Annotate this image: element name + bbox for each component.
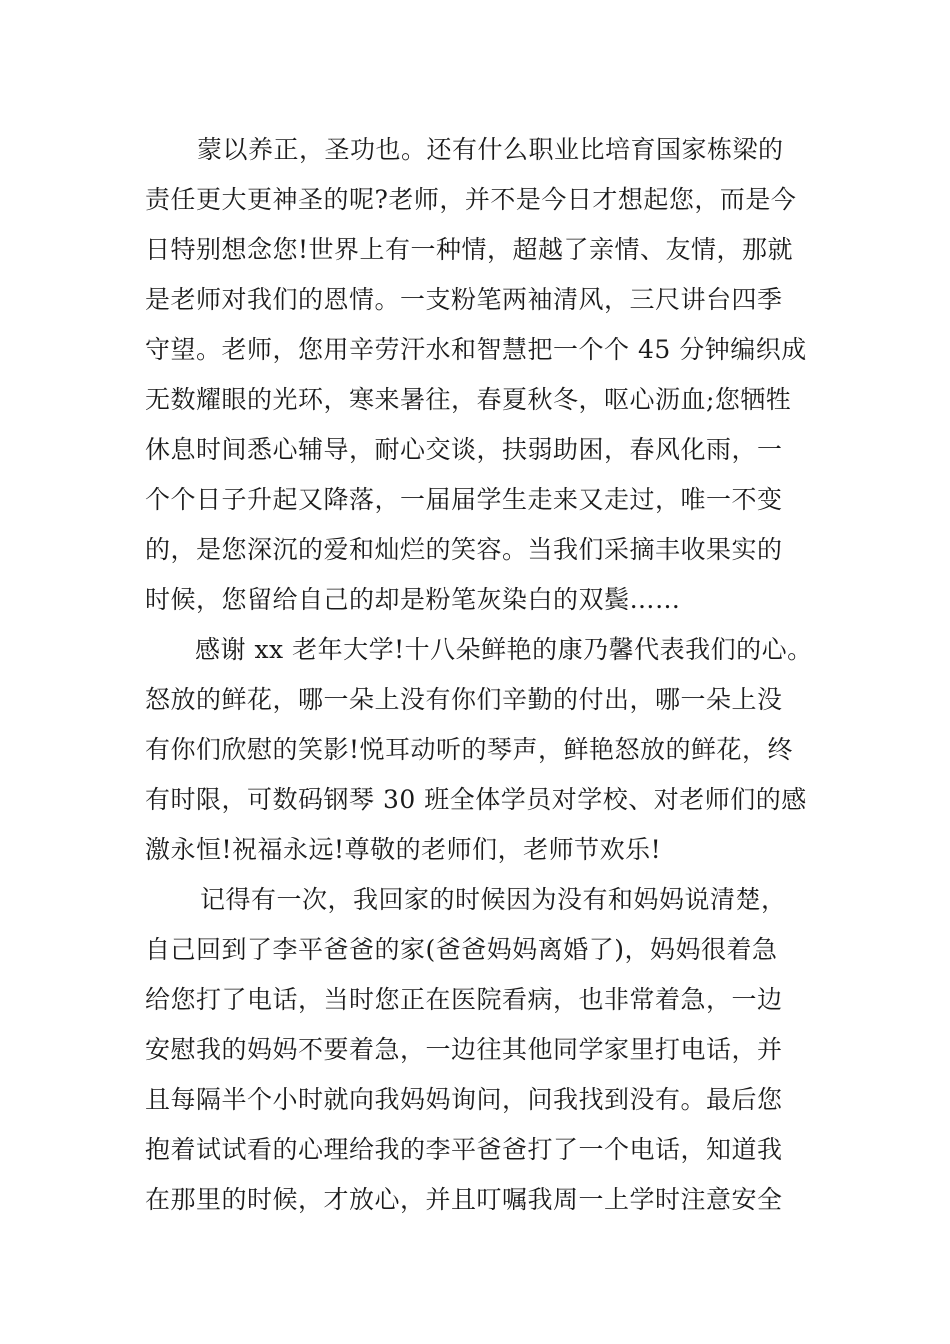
paragraph-2-line-5: 激永恒!祝福永远!尊敬的老师们，老师节欢乐! <box>145 835 662 864</box>
paragraph-1-line-6: 无数耀眼的光环，寒来暑往，春夏秋冬，呕心沥血;您牺牲 <box>145 385 792 414</box>
paragraph-3-line-7: 在那里的时候，才放心，并且叮嘱我周一上学时注意安全 <box>145 1185 783 1214</box>
paragraph-3-line-1: 记得有一次，我回家的时候因为没有和妈妈说清楚， <box>200 885 787 914</box>
paragraph-1-line-10: 时候，您留给自己的却是粉笔灰染白的双鬓…… <box>145 585 681 614</box>
paragraph-3-line-4: 安慰我的妈妈不要着急，一边往其他同学家里打电话，并 <box>145 1035 783 1064</box>
paragraph-2-line-4: 有时限，可数码钢琴 30 班全体学员对学校、对老师们的感 <box>145 785 807 814</box>
paragraph-1-line-8: 个个日子升起又降落，一届届学生走来又走过，唯一不变 <box>145 485 783 514</box>
paragraph-2-line-3: 有你们欣慰的笑影!悦耳动听的琴声，鲜艳怒放的鲜花，终 <box>145 735 794 764</box>
paragraph-3-line-3: 给您打了电话，当时您正在医院看病，也非常着急，一边 <box>145 985 783 1014</box>
paragraph-3-line-5: 且每隔半个小时就向我妈妈询问，问我找到没有。最后您 <box>145 1085 783 1114</box>
paragraph-2-line-1: 感谢 xx 老年大学!十八朵鲜艳的康乃馨代表我们的心。 <box>195 635 813 664</box>
paragraph-1-line-1: 蒙以养正，圣功也。还有什么职业比培育国家栋梁的 <box>197 135 784 164</box>
paragraph-1-line-3: 日特别想念您!世界上有一种情，超越了亲情、友情，那就 <box>145 235 794 264</box>
paragraph-1-line-5: 守望。老师，您用辛劳汗水和智慧把一个个 45 分钟编织成 <box>145 335 807 364</box>
paragraph-3-line-6: 抱着试试看的心理给我的李平爸爸打了一个电话，知道我 <box>145 1135 783 1164</box>
paragraph-2-line-2: 怒放的鲜花，哪一朵上没有你们辛勤的付出，哪一朵上没 <box>145 685 783 714</box>
paragraph-1-line-7: 休息时间悉心辅导，耐心交谈，扶弱助困，春风化雨，一 <box>145 435 783 464</box>
paragraph-1-line-2: 责任更大更神圣的呢?老师，并不是今日才想起您，而是今 <box>145 185 797 214</box>
paragraph-3-line-2: 自己回到了李平爸爸的家(爸爸妈妈离婚了)，妈妈很着急 <box>145 935 778 964</box>
paragraph-1-line-4: 是老师对我们的恩情。一支粉笔两袖清风，三尺讲台四季 <box>145 285 783 314</box>
paragraph-1-line-9: 的，是您深沉的爱和灿烂的笑容。当我们采摘丰收果实的 <box>145 535 783 564</box>
